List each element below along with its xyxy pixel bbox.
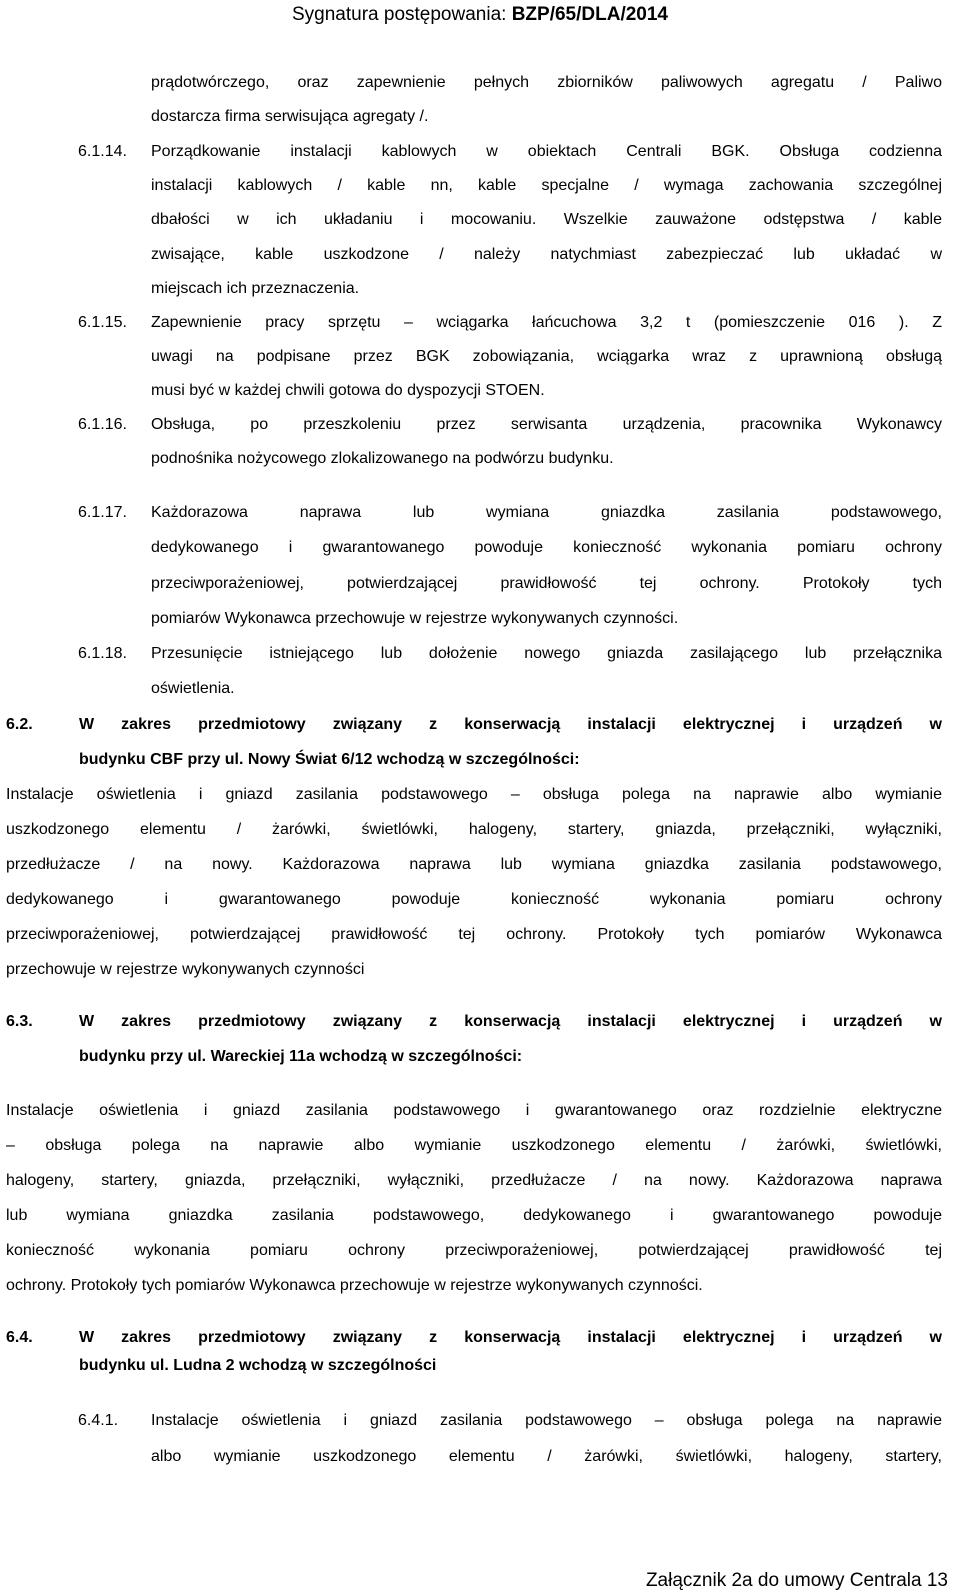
section-6-1-17-line-1: Każdorazowa naprawa lub wymiana gniazdka zasilania podstawowego,: [151, 504, 942, 521]
section-6-1-14-line-5: miejscach ich przeznaczenia.: [151, 280, 360, 297]
section-6-2-heading-line-1: W zakres przedmiotowy związany z konserwacją instalacji elektrycznej i urządzeń w: [79, 716, 942, 733]
section-number-6-4: 6.4.: [6, 1329, 33, 1346]
section-number-6-1-16: 6.1.16.: [78, 416, 127, 433]
section-number-6-4-1: 6.4.1.: [78, 1412, 119, 1429]
section-6-1-18-line-1: Przesunięcie istniejącego lub dołożenie nowego gniazda zasilającego lub przełącznika: [151, 645, 942, 662]
header-reference: BZP/65/DLA/2014: [511, 4, 668, 25]
section-number-6-1-18: 6.1.18.: [78, 645, 127, 662]
section-6-2-line-4: dedykowanego i gwarantowanego powoduje konieczność wykonania pomiaru ochrony: [6, 891, 942, 908]
section-6-3-heading-line-1: W zakres przedmiotowy związany z konserwacją instalacji elektrycznej i urządzeń w: [79, 1013, 942, 1030]
section-6-1-16-line-2: podnośnika nożycowego zlokalizowanego na podwórzu budynku.: [151, 450, 614, 467]
section-6-2-line-3: przedłużacze / na nowy. Każdorazowa naprawa lub wymiana gniazdka zasilania podstawowego,: [6, 856, 942, 873]
section-6-4-1-line-2: albo wymianie uszkodzonego elementu / żarówki, świetlówki, halogeny, startery,: [151, 1448, 942, 1465]
page-footer: Załącznik 2a do umowy Centrala 13: [645, 1570, 948, 1591]
section-6-3-line-2: – obsługa polega na naprawie albo wymianie uszkodzonego elementu / żarówki, świetlówki,: [6, 1137, 942, 1154]
section-6-1-17-line-2: dedykowanego i gwarantowanego powoduje konieczność wykonania pomiaru ochrony: [151, 539, 942, 556]
section-6-1-14-line-3: dbałości w ich układaniu i mocowaniu. Wszelkie zauważone odstępstwa / kable: [151, 211, 942, 228]
section-number-6-1-14: 6.1.14.: [78, 143, 127, 160]
section-6-1-18-line-2: oświetlenia.: [151, 680, 235, 697]
section-6-3-line-6: ochrony. Protokoły tych pomiarów Wykonawca przechowuje w rejestrze wykonywanych czynności.: [6, 1277, 703, 1294]
section-6-4-heading-line-1: W zakres przedmiotowy związany z konserwacją instalacji elektrycznej i urządzeń w: [79, 1329, 942, 1346]
continuation-line-1: prądotwórczego, oraz zapewnienie pełnych zbiorników paliwowych agregatu / Paliwo: [151, 74, 942, 91]
section-6-4-heading-line-2: budynku ul. Ludna 2 wchodzą w szczególności: [79, 1357, 437, 1374]
section-6-3-line-1: Instalacje oświetlenia i gniazd zasilania podstawowego i gwarantowanego oraz rozdzielnie elektryczne: [6, 1102, 942, 1119]
section-6-4-1-line-1: Instalacje oświetlenia i gniazd zasilania podstawowego – obsługa polega na naprawie: [151, 1412, 942, 1429]
section-6-1-14-line-4: zwisające, kable uszkodzone / należy natychmiast zabezpieczać lub układać w: [151, 246, 942, 263]
section-6-1-17-line-3: przeciwporażeniowej, potwierdzającej prawidłowość tej ochrony. Protokoły tych: [151, 575, 942, 592]
section-6-2-line-2: uszkodzonego elementu / żarówki, świetlówki, halogeny, startery, gniazda, przełączniki, wyłączniki,: [6, 821, 942, 838]
section-6-1-15-line-1: Zapewnienie pracy sprzętu – wciągarka łańcuchowa 3,2 t (pomieszczenie 016 ). Z: [151, 314, 942, 331]
continuation-line-2: dostarcza firma serwisująca agregaty /.: [151, 108, 429, 125]
section-6-3-line-5: konieczność wykonania pomiaru ochrony przeciwporażeniowej, potwierdzającej prawidłowość tej: [6, 1242, 942, 1259]
section-6-2-heading-line-2: budynku CBF przy ul. Nowy Świat 6/12 wchodzą w szczególności:: [79, 751, 580, 768]
section-6-1-16-line-1: Obsługa, po przeszkoleniu przez serwisanta urządzenia, pracownika Wykonawcy: [151, 416, 942, 433]
page-header: [0, 2, 960, 28]
section-number-6-3: 6.3.: [6, 1013, 33, 1030]
section-6-1-14-line-2: instalacji kablowych / kable nn, kable specjalne / wymaga zachowania szczególnej: [151, 177, 942, 194]
section-6-3-heading-line-2: budynku przy ul. Wareckiej 11a wchodzą w szczególności:: [79, 1048, 523, 1065]
section-number-6-1-15: 6.1.15.: [78, 314, 127, 331]
header-prefix: Sygnatura postępowania:: [291, 4, 512, 25]
section-6-1-15-line-2: uwagi na podpisane przez BGK zobowiązania, wciągarka wraz z uprawnioną obsługą: [151, 348, 942, 365]
section-number-6-1-17: 6.1.17.: [78, 504, 127, 521]
section-number-6-2: 6.2.: [6, 716, 33, 733]
section-6-3-line-4: lub wymiana gniazdka zasilania podstawowego, dedykowanego i gwarantowanego powoduje: [6, 1207, 942, 1224]
section-6-1-14-line-1: Porządkowanie instalacji kablowych w obiektach Centrali BGK. Obsługa codzienna: [151, 143, 942, 160]
section-6-1-17-line-4: pomiarów Wykonawca przechowuje w rejestrze wykonywanych czynności.: [151, 610, 679, 627]
section-6-3-line-3: halogeny, startery, gniazda, przełączniki, wyłączniki, przedłużacze / na nowy. Każdorazowa naprawa: [6, 1172, 942, 1189]
section-6-2-line-1: Instalacje oświetlenia i gniazd zasilania podstawowego – obsługa polega na naprawie albo wymianie: [6, 786, 942, 803]
section-6-1-15-line-3: musi być w każdej chwili gotowa do dyspozycji STOEN.: [151, 382, 545, 399]
section-6-2-line-5: przeciwporażeniowej, potwierdzającej prawidłowość tej ochrony. Protokoły tych pomiarów Wykonawca: [6, 926, 942, 943]
section-6-2-line-6: przechowuje w rejestrze wykonywanych czynności: [6, 961, 365, 978]
